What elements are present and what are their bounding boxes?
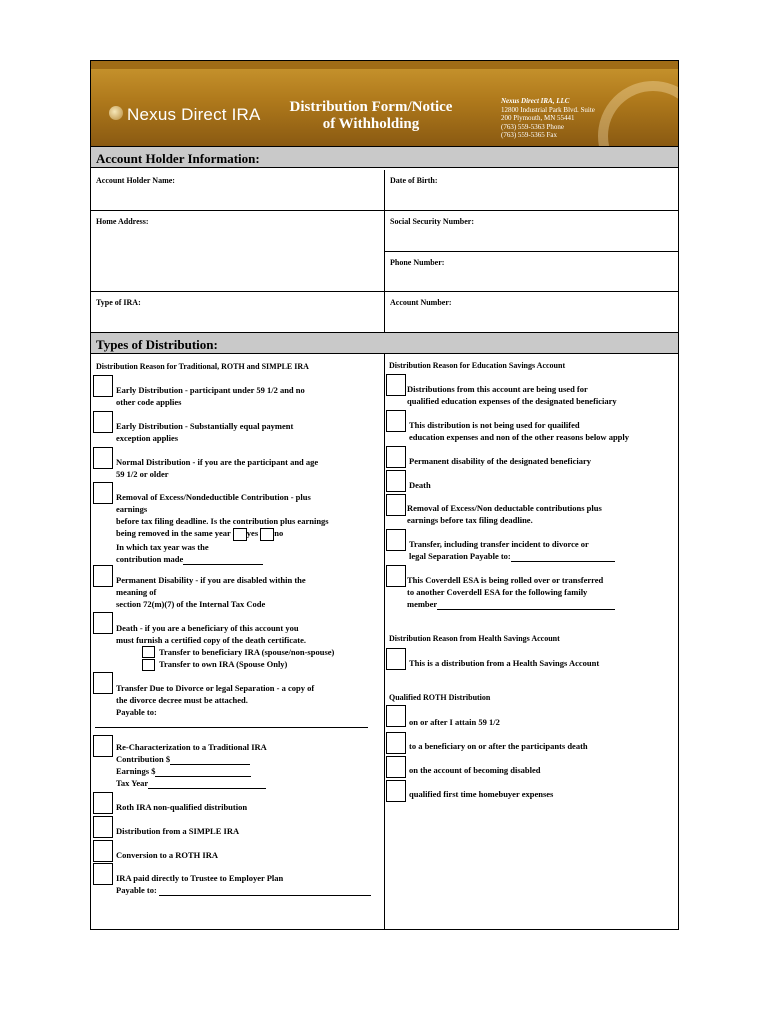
roth-nonqualified-checkbox[interactable] (93, 792, 113, 814)
qualified-roth-title: Qualified ROTH Distribution (389, 693, 491, 702)
esa-death-checkbox[interactable] (386, 470, 406, 492)
option-text: qualified education expenses of the designated beneficiary (407, 396, 617, 406)
company-address-line1: 12800 Industrial Park Blvd. Suite (501, 105, 595, 114)
recharacterization-option (116, 741, 267, 789)
option-text: Normal Distribution - if you are the participant and age (116, 457, 319, 467)
no-label: no (274, 528, 284, 538)
roth-homebuyer-option: qualified first time homebuyer expenses (409, 789, 554, 799)
company-info (501, 97, 621, 140)
beneficiary-ira-transfer-option: Transfer to beneficiary IRA (spouse/non-spouse) (159, 647, 335, 657)
option-text: legal Separation Payable to: (409, 551, 511, 561)
option-text: before tax filing deadline. Is the contribution plus earnings (116, 516, 329, 526)
form-title-line2: of Withholding (322, 116, 420, 132)
option-text: Early Distribution - Substantially equal payment (116, 421, 294, 431)
contribution-year-input[interactable] (183, 564, 263, 565)
form-title (281, 99, 461, 133)
option-text: other code applies (116, 397, 182, 407)
option-text: Transfer, including transfer incident to divorce or (409, 539, 589, 549)
sepp-distribution-checkbox[interactable] (93, 411, 113, 433)
esa-rollover-member-row (407, 598, 615, 610)
account-holder-name-field[interactable]: Account Holder Name: (96, 176, 175, 185)
logo-icon (109, 106, 123, 120)
normal-distribution-option (116, 456, 318, 480)
option-text: This distribution is not being used for quailifed (409, 420, 580, 430)
esa-nonqualified-option (409, 419, 629, 443)
option-text: earnings (116, 504, 148, 514)
early-distribution-option (116, 384, 305, 408)
option-text: 59 1/2 or older (116, 469, 169, 479)
roth-conversion-option: Conversion to a ROTH IRA (116, 850, 219, 860)
option-text: to another Coverdell ESA for the following family (407, 587, 588, 597)
family-member-input[interactable] (437, 609, 615, 610)
roth-age-option: on or after I attain 59 1/2 (409, 717, 500, 727)
company-address-line2: 200 Plymouth, MN 55441 (501, 114, 575, 122)
option-text: Earnings $ (116, 766, 156, 776)
esa-death-option: Death (409, 480, 431, 490)
hsa-distribution-checkbox[interactable] (386, 648, 406, 670)
option-text: must furnish a certified copy of the death certificate. (116, 635, 307, 645)
same-year-row (116, 527, 329, 541)
esa-transfer-checkbox[interactable] (386, 529, 406, 551)
esa-rollover-option (407, 574, 615, 610)
death-option (116, 622, 306, 646)
trustee-payable-row (116, 884, 371, 896)
esa-excess-removal-option (407, 502, 602, 526)
roth-age-checkbox[interactable] (386, 705, 406, 727)
ssn-field[interactable]: Social Security Number: (390, 217, 474, 226)
column-divider (384, 354, 385, 930)
option-text: Early Distribution - participant under 59 1/2 and no (116, 385, 305, 395)
permanent-disability-option (116, 574, 306, 610)
contribution-made-row (116, 553, 329, 565)
esa-transfer-option (409, 538, 615, 562)
option-text: member (407, 599, 438, 609)
roth-nonqualified-option: Roth IRA non-qualified distribution (116, 802, 248, 812)
form-title-line1: Distribution Form/Notice (289, 99, 453, 115)
contribution-row (116, 753, 267, 765)
esa-excess-removal-checkbox[interactable] (386, 494, 406, 516)
option-text: Payable to: (116, 885, 159, 895)
option-text: Death - if you are a beneficiary of this account you (116, 623, 299, 633)
home-address-field[interactable]: Home Address: (96, 217, 149, 226)
trustee-transfer-option (116, 872, 371, 896)
hsa-title: Distribution Reason from Health Savings Account (389, 634, 560, 643)
death-checkbox[interactable] (93, 612, 113, 634)
option-text: exception applies (116, 433, 179, 443)
esa-disability-option: Permanent disability of the designated beneficiary (409, 456, 592, 466)
simple-ira-checkbox[interactable] (93, 816, 113, 838)
roth-disabled-checkbox[interactable] (386, 756, 406, 778)
roth-conversion-checkbox[interactable] (93, 840, 113, 862)
option-text: This Coverdell ESA is being rolled over or transferred (407, 575, 604, 585)
option-text: Removal of Excess/Non deductable contributions plus (407, 503, 602, 513)
divorce-payable-to-input[interactable] (95, 727, 368, 728)
date-of-birth-field[interactable]: Date of Birth: (390, 176, 438, 185)
option-text: Transfer Due to Divorce or legal Separation - a copy of (116, 683, 315, 693)
hsa-distribution-option: This is a distribution from a Health Savings Account (409, 658, 600, 668)
own-ira-transfer-option: Transfer to own IRA (Spouse Only) (159, 659, 288, 669)
trustee-transfer-checkbox[interactable] (93, 863, 113, 885)
option-text: earnings before tax filing deadline. (407, 515, 533, 525)
own-ira-transfer-checkbox[interactable] (142, 659, 155, 671)
right-column-title: Distribution Reason for Education Savings Account (389, 361, 566, 370)
option-text: Permanent Disability - if you are disabled within the (116, 575, 306, 585)
option-text: Contribution $ (116, 754, 171, 764)
company-phone: (763) 559-5363 Phone (501, 122, 564, 131)
banner-stripe (91, 61, 678, 69)
trustee-payable-to-input[interactable] (159, 895, 371, 896)
divorce-transfer-option (116, 682, 314, 718)
roth-disabled-option: on the account of becoming disabled (409, 765, 541, 775)
esa-transfer-payable-row (409, 550, 615, 562)
simple-ira-option: Distribution from a SIMPLE IRA (116, 826, 240, 836)
distribution-types-header: Types of Distribution: (91, 332, 678, 354)
same-year-no-checkbox[interactable] (260, 528, 274, 541)
yes-label: yes (246, 528, 259, 538)
tax-year-row (116, 777, 267, 789)
account-holder-header: Account Holder Information: (91, 146, 678, 168)
option-text: contribution made (116, 553, 184, 564)
esa-transfer-payable-input[interactable] (511, 561, 615, 562)
option-text: Removal of Excess/Nondeductible Contribution - plus (116, 492, 311, 502)
sepp-distribution-option (116, 420, 293, 444)
account-holder-fields (91, 170, 678, 332)
esa-rollover-checkbox[interactable] (386, 565, 406, 587)
option-text: Distributions from this account are being used for (407, 384, 588, 394)
divorce-transfer-checkbox[interactable] (93, 672, 113, 694)
same-year-yes-checkbox[interactable] (233, 528, 247, 541)
left-column-title: Distribution Reason for Traditional, ROTH and SIMPLE IRA (96, 362, 309, 371)
option-text: being removed in the same year (116, 528, 231, 538)
esa-nonqualified-checkbox[interactable] (386, 410, 406, 432)
phone-number-field[interactable]: Phone Number: (390, 258, 445, 267)
esa-qualified-option (407, 383, 617, 407)
option-text: Payable to: (116, 707, 157, 717)
early-distribution-checkbox[interactable] (93, 375, 113, 397)
tax-year-input[interactable] (148, 788, 266, 789)
esa-qualified-checkbox[interactable] (386, 374, 406, 396)
ira-type-field[interactable]: Type of IRA: (96, 298, 141, 307)
option-text: meaning of (116, 587, 157, 597)
permanent-disability-checkbox[interactable] (93, 565, 113, 587)
esa-disability-checkbox[interactable] (386, 446, 406, 468)
option-text: section 72(m)(7) of the Internal Tax Code (116, 599, 266, 609)
option-text: the divorce decree must be attached. (116, 695, 248, 705)
distribution-form (90, 60, 679, 930)
option-text: In which tax year was the (116, 541, 209, 552)
company-fax: (763) 559-5365 Fax (501, 131, 557, 139)
option-text: education expenses and non of the other reasons below apply (409, 432, 630, 442)
account-number-field[interactable]: Account Number: (390, 298, 452, 307)
roth-beneficiary-option: to a beneficiary on or after the participants death (409, 741, 588, 751)
recharacterization-checkbox[interactable] (93, 735, 113, 757)
company-logo: Nexus Direct IRA (127, 105, 261, 124)
excess-removal-checkbox[interactable] (93, 482, 113, 504)
earnings-row (116, 765, 267, 777)
beneficiary-ira-transfer-checkbox[interactable] (142, 646, 155, 658)
normal-distribution-checkbox[interactable] (93, 447, 113, 469)
roth-homebuyer-checkbox[interactable] (386, 780, 406, 802)
excess-removal-option (116, 491, 329, 565)
option-text: Tax Year (116, 778, 149, 788)
roth-beneficiary-checkbox[interactable] (386, 732, 406, 754)
company-name: Nexus Direct IRA, LLC (501, 97, 570, 105)
option-text: IRA paid directly to Trustee to Employer Plan (116, 873, 284, 883)
option-text: Re-Characterization to a Traditional IRA (116, 742, 267, 752)
form-banner (91, 61, 678, 146)
